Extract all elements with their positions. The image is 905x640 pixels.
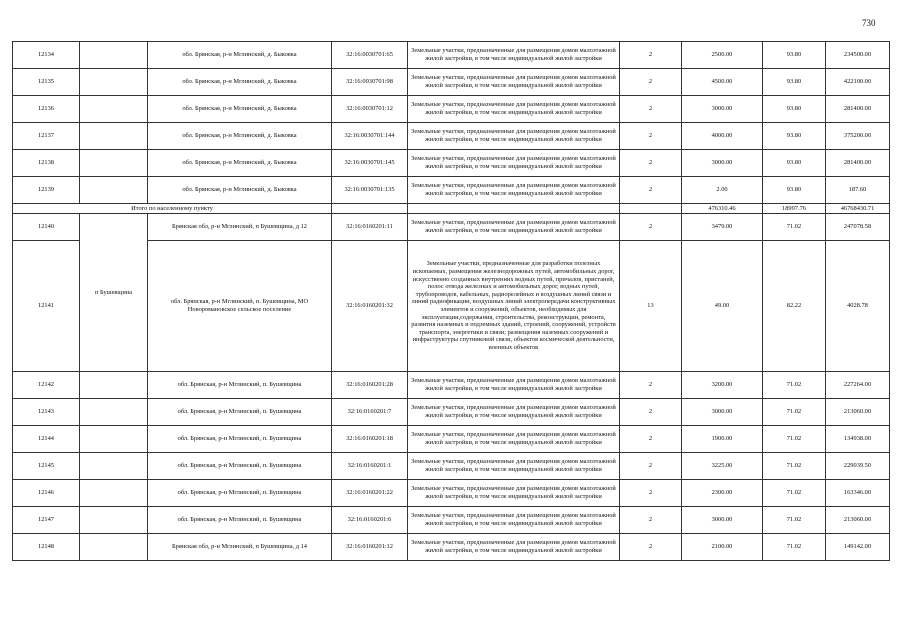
- use-code-cell: 13: [620, 241, 682, 372]
- area-cell: 4500.00: [682, 69, 763, 96]
- land-use-cell: Земельные участки, предназначенные для размещения домов малоэтажной жилой застройки, в том числе индивидуальной жилой застройки: [408, 42, 620, 69]
- row-number-cell: 12140: [13, 214, 80, 241]
- address-cell: обл. Брянская, р-н Мглинский, д. Быковка: [148, 42, 332, 69]
- row-number-cell: 12136: [13, 96, 80, 123]
- table-row: [13, 399, 890, 426]
- use-code-cell: 2: [620, 96, 682, 123]
- cadastral-number-cell: 32:16:0030701:135: [332, 177, 408, 204]
- empty-cell: [80, 480, 148, 507]
- cadastral-number-cell: 32:16:0160201:18: [332, 426, 408, 453]
- land-use-cell: Земельные участки, предназначенные для разработки полезных ископаемых, размещения железнодорожных путей, автомобильных дорог, искусственно созданных внутренних водных путей, причалов, пристаней, полос отвода железных и автомобильных дорог, водных путей, трубопроводов, кабельных, радиорелейных и воздушных линий связи и линий радиофикации, воздушных линий электропередачи конструктивных элементов и сооружений, объектов, необходимых для эксплуатации,содержания, строительства, реконструкции, ремонта, развития наземных и подземных зданий, строений, сооружений, устройств транспорта, энергетики и связи; размещения наземных сооружений и инфраструктуры спутниковой связи, объектов космической деятельности, военных объектов: [408, 241, 620, 372]
- use-code-cell: 2: [620, 372, 682, 399]
- cadastral-value-cell: 213060.00: [826, 507, 890, 534]
- cadastral-number-cell: 32:16:0160201:7: [332, 399, 408, 426]
- address-cell: обл. Брянская, р-н Мглинский, д. Быковка: [148, 177, 332, 204]
- cadastral-number-cell: 32:16:0160201:6: [332, 507, 408, 534]
- cadastral-value-cell: 234500.00: [826, 42, 890, 69]
- empty-cell: [80, 123, 148, 150]
- use-code-cell: 2: [620, 507, 682, 534]
- area-cell: 3000.00: [682, 399, 763, 426]
- row-number-cell: 12137: [13, 123, 80, 150]
- total-empty-cell: [332, 204, 408, 214]
- land-use-cell: Земельные участки, предназначенные для размещения домов малоэтажной жилой застройки, в том числе индивидуальной жилой застройки: [408, 480, 620, 507]
- unit-price-cell: 71.02: [763, 480, 826, 507]
- use-code-cell: 2: [620, 69, 682, 96]
- row-number-cell: 12147: [13, 507, 80, 534]
- row-number-cell: 12142: [13, 372, 80, 399]
- unit-price-cell: 71.02: [763, 534, 826, 561]
- total-row: [13, 204, 890, 214]
- address-cell: обл. Брянская, р-н Мглинский, д. Быковка: [148, 69, 332, 96]
- empty-cell: [80, 69, 148, 96]
- address-cell: обл. Брянская, р-н Мглинский, п. Бушевщина, МО Новоромановское сельское поселение: [148, 241, 332, 372]
- use-code-cell: 2: [620, 177, 682, 204]
- unit-price-cell: 71.02: [763, 399, 826, 426]
- land-use-cell: Земельные участки, предназначенные для размещения домов малоэтажной жилой застройки, в том числе индивидуальной жилой застройки: [408, 372, 620, 399]
- table-body-total: [13, 204, 890, 214]
- table-row: [13, 177, 890, 204]
- row-number-cell: 12134: [13, 42, 80, 69]
- total-area-cell: 476310.46: [682, 204, 763, 214]
- row-number-cell: 12139: [13, 177, 80, 204]
- unit-price-cell: 93.80: [763, 69, 826, 96]
- unit-price-cell: 71.02: [763, 507, 826, 534]
- cadastral-value-cell: 227264.00: [826, 372, 890, 399]
- cadastral-number-cell: 32:16:0160201:12: [332, 534, 408, 561]
- table-row: [13, 214, 890, 241]
- land-use-cell: Земельные участки, предназначенные для размещения домов малоэтажной жилой застройки, в том числе индивидуальной жилой застройки: [408, 123, 620, 150]
- empty-cell: [80, 96, 148, 123]
- cadastral-value-cell: 149142.00: [826, 534, 890, 561]
- table-row: [13, 42, 890, 69]
- land-use-cell: Земельные участки, предназначенные для размещения домов малоэтажной жилой застройки, в том числе индивидуальной жилой застройки: [408, 69, 620, 96]
- total-empty-cell: [408, 204, 620, 214]
- address-cell: обл. Брянская, р-н Мглинский, д. Быковка: [148, 123, 332, 150]
- row-number-cell: 12145: [13, 453, 80, 480]
- table-body-bushevshchina: [13, 214, 890, 372]
- cadastral-number-cell: 32:16:0030701:98: [332, 69, 408, 96]
- cadastral-number-cell: 32:16:0030701:144: [332, 123, 408, 150]
- cadastral-value-cell: 422100.00: [826, 69, 890, 96]
- area-cell: 3000.00: [682, 507, 763, 534]
- cadastral-value-cell: 229039.50: [826, 453, 890, 480]
- empty-cell: [80, 42, 148, 69]
- cadastral-number-cell: 32:16:0030701:12: [332, 96, 408, 123]
- table-body-bykovka: [13, 42, 890, 204]
- row-number-cell: 12144: [13, 426, 80, 453]
- unit-price-cell: 71.02: [763, 372, 826, 399]
- use-code-cell: 2: [620, 150, 682, 177]
- area-cell: 49.00: [682, 241, 763, 372]
- area-cell: 2100.00: [682, 534, 763, 561]
- address-cell: обл. Брянская, р-н Мглинский, п. Бушевщина: [148, 507, 332, 534]
- land-use-cell: Земельные участки, предназначенные для размещения домов малоэтажной жилой застройки, в том числе индивидуальной жилой застройки: [408, 177, 620, 204]
- address-cell: обл. Брянская, р-н Мглинский, п. Бушевщина: [148, 480, 332, 507]
- cadastral-number-cell: 32:16:0160201:28: [332, 372, 408, 399]
- address-cell: обл. Брянская, р-н Мглинский, п. Бушевщина: [148, 426, 332, 453]
- area-cell: 3000.00: [682, 96, 763, 123]
- use-code-cell: 2: [620, 426, 682, 453]
- cadastral-value-table: [12, 41, 890, 561]
- total-value-cell: 46768430.71: [826, 204, 890, 214]
- cadastral-value-cell: 213060.00: [826, 399, 890, 426]
- area-cell: 3479.00: [682, 214, 763, 241]
- cadastral-number-cell: 32:16:0160201:22: [332, 480, 408, 507]
- use-code-cell: 2: [620, 480, 682, 507]
- area-cell: 2.00: [682, 177, 763, 204]
- empty-cell: [80, 399, 148, 426]
- unit-price-cell: 93.80: [763, 177, 826, 204]
- unit-price-cell: 71.02: [763, 453, 826, 480]
- area-cell: 3225.00: [682, 453, 763, 480]
- use-code-cell: 2: [620, 453, 682, 480]
- area-cell: 3000.00: [682, 150, 763, 177]
- table-body-bushevshchina-rest: [13, 372, 890, 561]
- table-row: [13, 453, 890, 480]
- cadastral-value-cell: 247078.58: [826, 214, 890, 241]
- cadastral-value-cell: 163346.00: [826, 480, 890, 507]
- area-cell: 3200.00: [682, 372, 763, 399]
- address-cell: обл. Брянская, р-н Мглинский, п. Бушевщина: [148, 372, 332, 399]
- row-number-cell: 12138: [13, 150, 80, 177]
- address-cell: обл. Брянская, р-н Мглинский, п. Бушевщина: [148, 453, 332, 480]
- cadastral-value-cell: 281400.00: [826, 96, 890, 123]
- land-use-cell: Земельные участки, предназначенные для размещения домов малоэтажной жилой застройки, в том числе индивидуальной жилой застройки: [408, 534, 620, 561]
- table-row: [13, 123, 890, 150]
- unit-price-cell: 93.80: [763, 42, 826, 69]
- table-row: [13, 150, 890, 177]
- address-cell: обл. Брянская, р-н Мглинский, д. Быковка: [148, 150, 332, 177]
- land-use-cell: Земельные участки, предназначенные для размещения домов малоэтажной жилой застройки, в том числе индивидуальной жилой застройки: [408, 453, 620, 480]
- area-cell: 2500.00: [682, 42, 763, 69]
- land-use-cell: Земельные участки, предназначенные для размещения домов малоэтажной жилой застройки, в том числе индивидуальной жилой застройки: [408, 96, 620, 123]
- use-code-cell: 2: [620, 42, 682, 69]
- cadastral-number-cell: 32:16:0030701:145: [332, 150, 408, 177]
- address-cell: обл. Брянская, р-н Мглинский, д. Быковка: [148, 96, 332, 123]
- area-cell: 2300.00: [682, 480, 763, 507]
- empty-cell: [80, 150, 148, 177]
- empty-cell: [80, 534, 148, 561]
- cadastral-value-cell: 281400.00: [826, 150, 890, 177]
- land-use-cell: Земельные участки, предназначенные для размещения домов малоэтажной жилой застройки, в том числе индивидуальной жилой застройки: [408, 150, 620, 177]
- table-row: [13, 507, 890, 534]
- unit-price-cell: 93.80: [763, 96, 826, 123]
- table-row: [13, 96, 890, 123]
- table-row: [13, 534, 890, 561]
- area-cell: 1900.00: [682, 426, 763, 453]
- empty-cell: [80, 372, 148, 399]
- cadastral-number-cell: 32:16:0160201:11: [332, 214, 408, 241]
- table-row: [13, 372, 890, 399]
- use-code-cell: 2: [620, 534, 682, 561]
- use-code-cell: 2: [620, 123, 682, 150]
- address-cell: Брянская обл, р-н Мглинский, п Бушевщина, д 12: [148, 214, 332, 241]
- land-use-cell: Земельные участки, предназначенные для размещения домов малоэтажной жилой застройки, в том числе индивидуальной жилой застройки: [408, 214, 620, 241]
- row-number-cell: 12148: [13, 534, 80, 561]
- settlement-name-cell: п Бушевщина: [80, 214, 148, 372]
- unit-price-cell: 71.02: [763, 214, 826, 241]
- empty-cell: [80, 177, 148, 204]
- cadastral-value-cell: 375200.00: [826, 123, 890, 150]
- row-number-cell: 12143: [13, 399, 80, 426]
- address-cell: обл. Брянская, р-н Мглинский, п. Бушевщина: [148, 399, 332, 426]
- cadastral-value-cell: 4028.78: [826, 241, 890, 372]
- empty-cell: [80, 453, 148, 480]
- land-use-cell: Земельные участки, предназначенные для размещения домов малоэтажной жилой застройки, в том числе индивидуальной жилой застройки: [408, 507, 620, 534]
- unit-price-cell: 93.80: [763, 123, 826, 150]
- address-cell: Брянская обл, р-н Мглинский, п Бушевщина, д 14: [148, 534, 332, 561]
- cadastral-number-cell: 32:16:0160201:32: [332, 241, 408, 372]
- table-row: [13, 69, 890, 96]
- cadastral-number-cell: 32:16:0160201:1: [332, 453, 408, 480]
- cadastral-number-cell: 32:16:0030701:65: [332, 42, 408, 69]
- land-use-cell: Земельные участки, предназначенные для размещения домов малоэтажной жилой застройки, в том числе индивидуальной жилой застройки: [408, 399, 620, 426]
- page-number: 730: [862, 18, 876, 28]
- row-number-cell: 12146: [13, 480, 80, 507]
- cadastral-value-cell: 187.60: [826, 177, 890, 204]
- empty-cell: [80, 507, 148, 534]
- table-row: [13, 480, 890, 507]
- total-label: Итого по населенному пункту: [13, 204, 332, 214]
- cadastral-value-cell: 134938.00: [826, 426, 890, 453]
- row-number-cell: 12135: [13, 69, 80, 96]
- unit-price-cell: 93.80: [763, 150, 826, 177]
- total-price-cell: 18997.76: [763, 204, 826, 214]
- unit-price-cell: 71.02: [763, 426, 826, 453]
- unit-price-cell: 82.22: [763, 241, 826, 372]
- table-row: [13, 426, 890, 453]
- use-code-cell: 2: [620, 399, 682, 426]
- land-use-cell: Земельные участки, предназначенные для размещения домов малоэтажной жилой застройки, в том числе индивидуальной жилой застройки: [408, 426, 620, 453]
- empty-cell: [80, 426, 148, 453]
- row-number-cell: 12141: [13, 241, 80, 372]
- area-cell: 4000.00: [682, 123, 763, 150]
- total-empty-cell: [620, 204, 682, 214]
- use-code-cell: 2: [620, 214, 682, 241]
